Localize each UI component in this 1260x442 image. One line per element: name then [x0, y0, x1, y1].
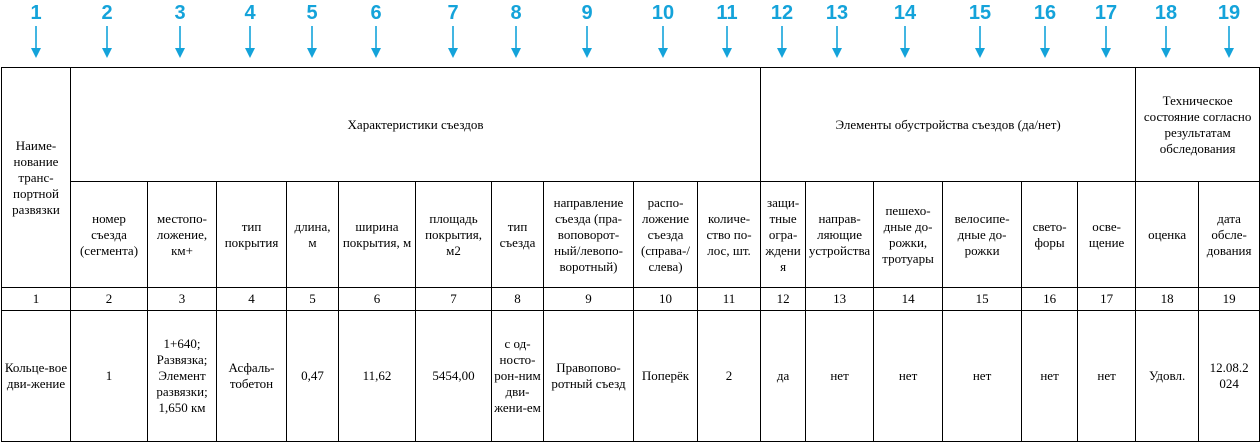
arrow-down-icon	[1223, 26, 1235, 58]
column-number: 7	[416, 288, 492, 311]
header-cell: распо-ложение съезда (справа-/слева)	[634, 182, 698, 288]
column-marker	[633, 2, 693, 58]
column-marker-number: 3	[174, 2, 186, 24]
header-cell: свето-форы	[1022, 182, 1078, 288]
column-marker	[150, 2, 210, 58]
header-cell: направ-ляющие устройства	[806, 182, 874, 288]
column-number: 3	[148, 288, 217, 311]
column-number: 18	[1136, 288, 1199, 311]
cell-sidewalks: нет	[874, 311, 943, 442]
arrow-down-icon	[974, 26, 986, 58]
column-number: 2	[71, 288, 148, 311]
column-number: 19	[1199, 288, 1260, 311]
cell-length: 0,47	[287, 311, 339, 442]
arrow-down-icon	[510, 26, 522, 58]
arrow-down-icon	[244, 26, 256, 58]
header-group-elements: Элементы обустройства съездов (да/нет)	[761, 68, 1136, 182]
column-marker	[423, 2, 483, 58]
arrow-down-icon	[1100, 26, 1112, 58]
column-marker-number: 8	[510, 2, 522, 24]
cell-traffic-lights: нет	[1022, 311, 1078, 442]
cell-rating: Удовл.	[1136, 311, 1199, 442]
arrow-down-icon	[101, 26, 113, 58]
cell-position: Поперёк	[634, 311, 698, 442]
arrow-down-icon	[370, 26, 382, 58]
cell-survey-date: 12.08.2 024	[1199, 311, 1260, 442]
header-row-groups	[2, 68, 1260, 182]
column-marker	[697, 2, 757, 58]
header-cell: ширина покрытия, м	[339, 182, 416, 288]
cell-lanes: 2	[698, 311, 761, 442]
header-row-sub	[2, 182, 1260, 288]
arrow-down-icon	[30, 26, 42, 58]
cell-width: 11,62	[339, 311, 416, 442]
header-cell: номер съезда (сегмента)	[71, 182, 148, 288]
column-number: 13	[806, 288, 874, 311]
cell-lighting: нет	[1078, 311, 1136, 442]
column-number: 16	[1022, 288, 1078, 311]
column-marker-number: 17	[1094, 2, 1118, 24]
column-marker	[486, 2, 546, 58]
column-number-row	[2, 288, 1260, 311]
column-number: 1	[2, 288, 71, 311]
arrow-down-icon	[1039, 26, 1051, 58]
column-marker-number: 6	[370, 2, 382, 24]
column-number: 9	[544, 288, 634, 311]
column-marker	[875, 2, 935, 58]
column-number: 15	[943, 288, 1022, 311]
column-number: 17	[1078, 288, 1136, 311]
column-marker-number: 13	[825, 2, 849, 24]
arrow-down-icon	[657, 26, 669, 58]
column-marker	[950, 2, 1010, 58]
column-marker	[346, 2, 406, 58]
arrow-down-icon	[447, 26, 459, 58]
column-marker-number: 2	[101, 2, 113, 24]
arrow-down-icon	[306, 26, 318, 58]
cell-exit-number: 1	[71, 311, 148, 442]
arrow-down-icon	[776, 26, 788, 58]
column-marker	[1076, 2, 1136, 58]
column-marker	[1015, 2, 1075, 58]
header-cell: количе-ство по-лос, шт.	[698, 182, 761, 288]
column-marker	[77, 2, 137, 58]
header-cell: тип покрытия	[217, 182, 287, 288]
column-marker	[1199, 2, 1259, 58]
column-marker-number: 18	[1154, 2, 1178, 24]
cell-exit-type: с од-носто-рон-ним дви-жени-ем	[492, 311, 544, 442]
column-marker-number: 15	[968, 2, 992, 24]
column-number: 5	[287, 288, 339, 311]
column-marker-number: 5	[306, 2, 318, 24]
header-cell: дата обсле-дования	[1199, 182, 1260, 288]
column-number: 12	[761, 288, 806, 311]
cell-bike-paths: нет	[943, 311, 1022, 442]
column-marker-number: 12	[770, 2, 794, 24]
table-row	[2, 311, 1260, 442]
column-marker	[807, 2, 867, 58]
column-number: 6	[339, 288, 416, 311]
column-marker	[752, 2, 812, 58]
arrow-down-icon	[721, 26, 733, 58]
column-marker	[6, 2, 66, 58]
column-markers	[0, 0, 1260, 66]
column-marker-number: 10	[651, 2, 675, 24]
cell-guides: нет	[806, 311, 874, 442]
header-cell: защи-тные огра-ждения	[761, 182, 806, 288]
column-number: 4	[217, 288, 287, 311]
cell-area: 5454,00	[416, 311, 492, 442]
interchange-table	[1, 67, 1260, 442]
cell-surface-type: Асфаль-тобетон	[217, 311, 287, 442]
column-marker	[557, 2, 617, 58]
arrow-down-icon	[831, 26, 843, 58]
header-name-col: Наиме-нование транс-портной развязки	[2, 68, 71, 288]
header-cell: велосипе-дные до-рожки	[943, 182, 1022, 288]
header-cell: длина, м	[287, 182, 339, 288]
column-marker	[220, 2, 280, 58]
column-marker-number: 7	[447, 2, 459, 24]
arrow-down-icon	[174, 26, 186, 58]
column-number: 8	[492, 288, 544, 311]
column-marker-number: 9	[581, 2, 593, 24]
header-cell: осве-щение	[1078, 182, 1136, 288]
header-cell: тип съезда	[492, 182, 544, 288]
cell-barriers: да	[761, 311, 806, 442]
column-number: 11	[698, 288, 761, 311]
header-group-characteristics: Характеристики съездов	[71, 68, 761, 182]
column-marker	[282, 2, 342, 58]
column-marker-number: 1	[30, 2, 42, 24]
arrow-down-icon	[1160, 26, 1172, 58]
cell-location: 1+640; Развязка; Элемент развязки; 1,650 км	[148, 311, 217, 442]
column-marker	[1136, 2, 1196, 58]
arrow-down-icon	[581, 26, 593, 58]
column-number: 14	[874, 288, 943, 311]
header-cell: площадь покрытия, м2	[416, 182, 492, 288]
column-marker-number: 19	[1217, 2, 1241, 24]
header-cell: оценка	[1136, 182, 1199, 288]
column-marker-number: 14	[893, 2, 917, 24]
column-marker-number: 11	[716, 2, 738, 24]
header-group-tech: Техническое состояние согласно результатам обследования	[1136, 68, 1260, 182]
header-cell: пешехо-дные до-рожки, тротуары	[874, 182, 943, 288]
column-marker-number: 16	[1033, 2, 1057, 24]
header-cell: направление съезда (пра-воповорот-ный/левопо-воротный)	[544, 182, 634, 288]
arrow-down-icon	[899, 26, 911, 58]
cell-direction: Правопово-ротный съезд	[544, 311, 634, 442]
cell-interchange-name: Кольце-вое дви-жение	[2, 311, 71, 442]
column-marker-number: 4	[244, 2, 256, 24]
header-cell: местопо-ложение, км+	[148, 182, 217, 288]
column-number: 10	[634, 288, 698, 311]
